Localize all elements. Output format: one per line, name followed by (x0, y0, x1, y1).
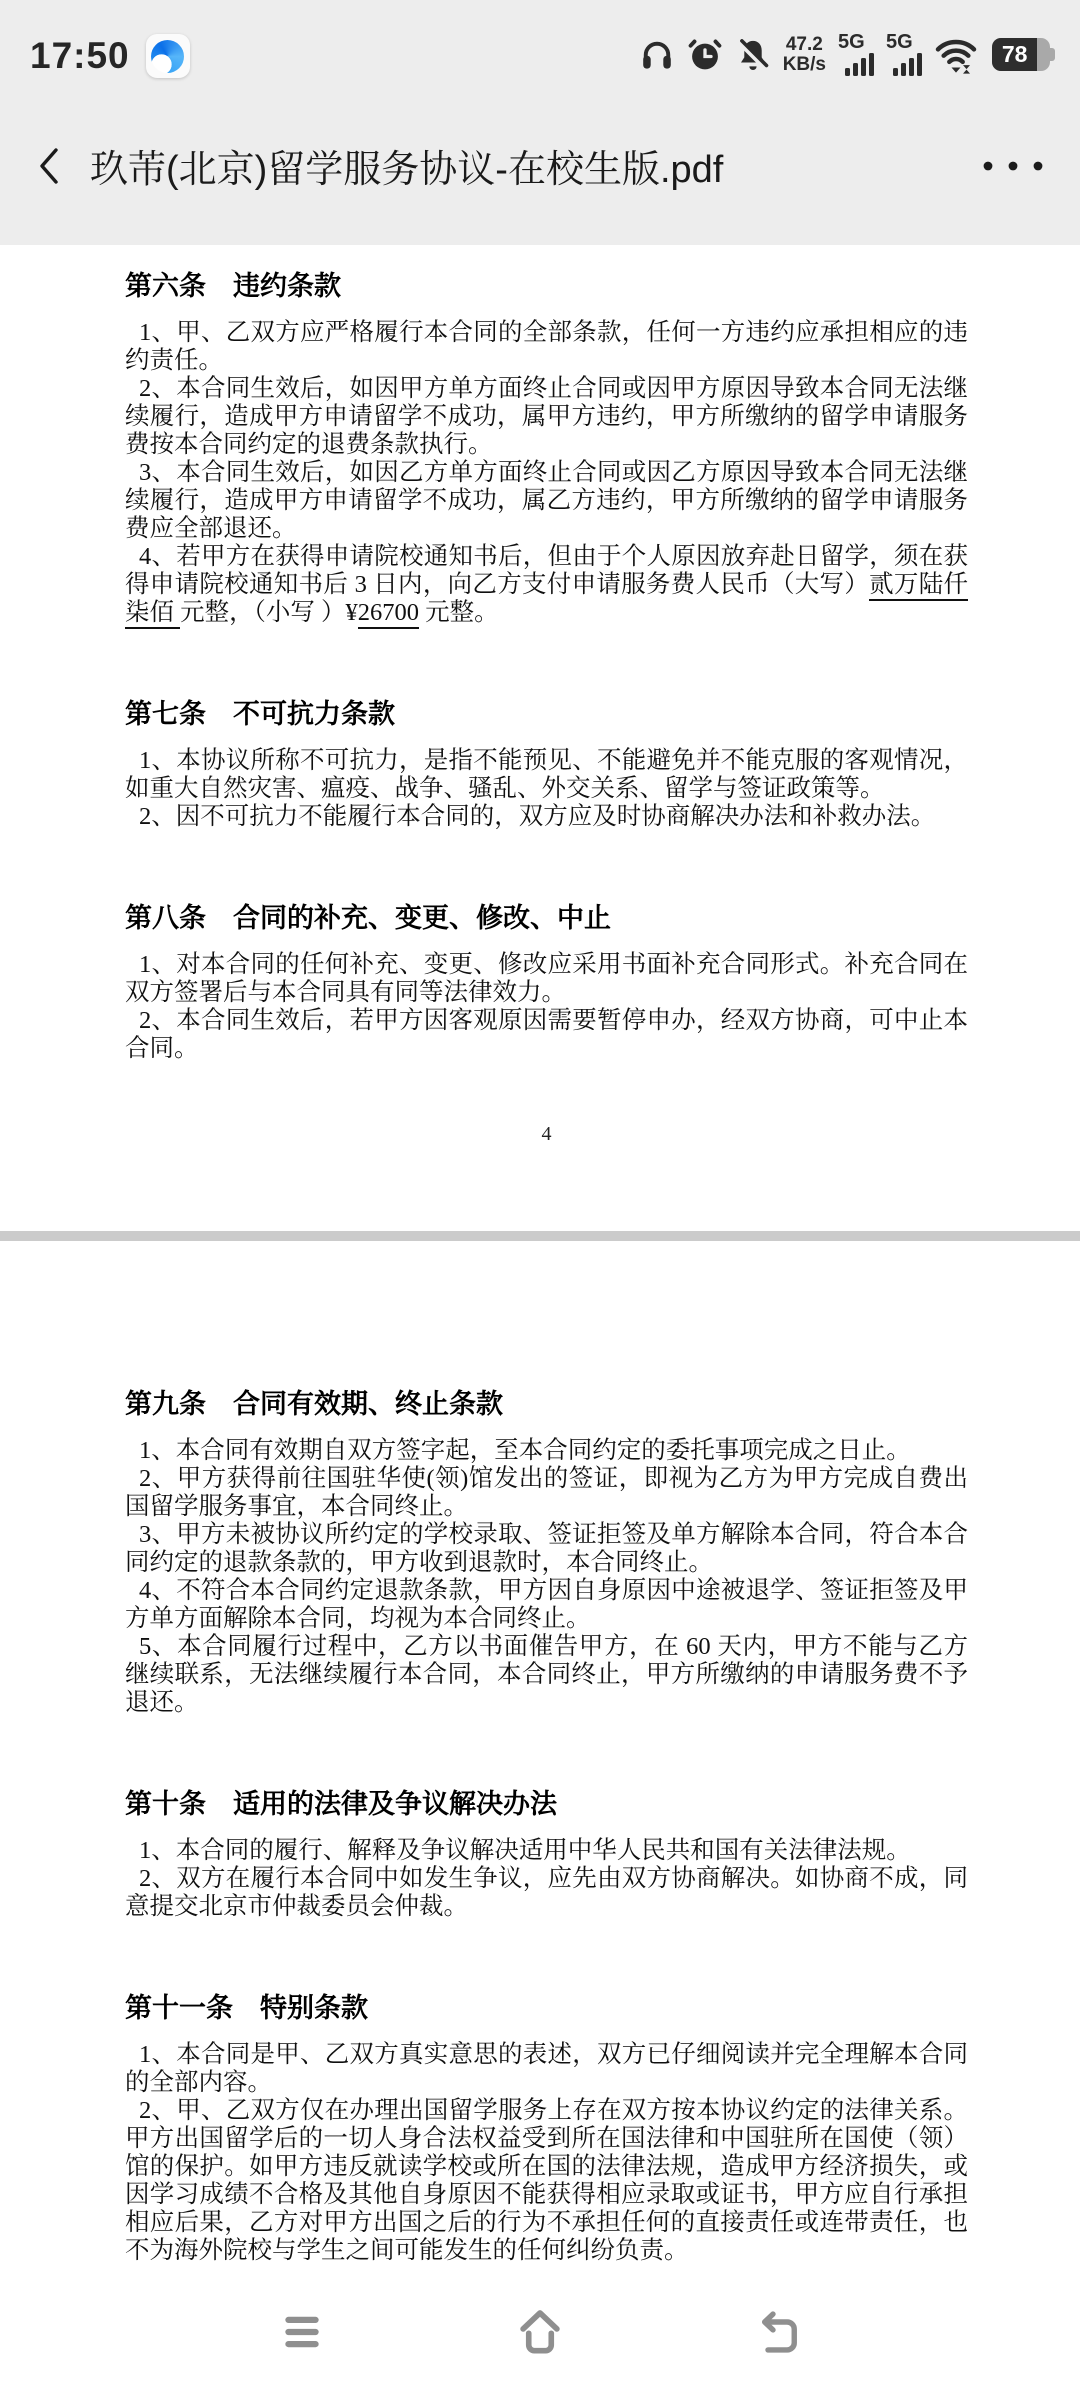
recent-apps-button[interactable] (276, 2306, 328, 2358)
pdf-pages (0, 245, 1080, 2388)
contract-paragraph (125, 375, 968, 459)
contract-paragraph (125, 1633, 968, 1717)
hamburger-icon (277, 2307, 327, 2357)
contract-paragraph (125, 1837, 968, 1865)
text-run: 元整，（小写 ）¥ (180, 599, 358, 626)
page-number: 4 (541, 1123, 552, 1145)
text-run: 2、因不可抗力不能履行本合同的，双方应及时协商解决办法和补救办法。 (139, 803, 936, 830)
top-chrome (0, 0, 1080, 245)
qq-browser-icon (146, 34, 190, 78)
contract-paragraph (125, 1577, 968, 1633)
text-run: 2、甲方获得前往国驻华使(领)馆发出的签证，即视为乙方为甲方完成自费出国留学服务事宜，本合同终止。 (125, 1465, 968, 1520)
text-run: 1、本合同有效期自双方签字起，至本合同约定的委托事项完成之日止。 (139, 1437, 911, 1464)
system-nav-bar (0, 2276, 1080, 2388)
contract-section (125, 269, 968, 627)
text-run: 5、本合同履行过程中，乙方以书面催告甲方，在 60 天内，甲方不能与乙方继续联系，无法继续履行本合同，本合同终止，甲方所缴纳的申请服务费不予退还。 (125, 1633, 968, 1716)
underlined-value: 贰万陆仟柒佰 (125, 571, 968, 629)
contract-paragraph (125, 1865, 968, 1921)
more-menu-button[interactable] (974, 159, 1046, 173)
section-heading: 第六条 违约条款 (125, 271, 341, 301)
text-run: 2、甲、乙双方仅在办理出国留学服务上存在双方按本协议约定的法律关系。甲方出国留学后的一切人身合法权益受到所在国法律和中国驻所在国使（领）馆的保护。如甲方违反就读学校或所在国的法律法规，造成甲方经济损失，或因学习成绩不合格及其他自身原因不能获得相应录取或证书，甲方应自行承担相应后果，乙方对甲方出国之后的行为不承担任何的直接责任或连带责任，也不为海外院校与学生之间可能发生的任何纠纷负责。 (125, 2097, 968, 2264)
text-run: 元整。 (419, 599, 499, 626)
chevron-left-icon (34, 143, 64, 189)
section-heading: 第十条 适用的法律及争议解决办法 (125, 1789, 557, 1819)
battery-percent: 78 (1001, 41, 1028, 67)
back-nav-button[interactable] (752, 2306, 804, 2358)
status-left (30, 34, 190, 86)
contract-paragraph (125, 1465, 968, 1521)
contract-section (125, 1991, 968, 2265)
text-run: 3、本合同生效后，如因乙方单方面终止合同或因乙方原因导致本合同无法继续履行，造成甲方申请留学不成功，属乙方违约，甲方所缴纳的留学申请服务费应全部退还。 (125, 459, 968, 542)
section-heading: 第十一条 特别条款 (125, 1993, 368, 2023)
text-run: 1、本合同的履行、解释及争议解决适用中华人民共和国有关法律法规。 (139, 1837, 911, 1864)
contract-section (125, 1387, 968, 1717)
pdf-viewer[interactable] (0, 245, 1080, 2388)
contract-paragraph (125, 1521, 968, 1577)
back-button[interactable] (34, 143, 64, 189)
pdf-page (0, 1241, 1080, 2388)
text-run: 4、不符合本合同约定退款条款，甲方因自身原因中途被退学、签证拒签及甲方单方面解除本合同，均视为本合同终止。 (125, 1577, 968, 1632)
contract-paragraph (125, 747, 968, 803)
section-heading: 第七条 不可抗力条款 (125, 699, 395, 729)
text-run: 3、甲方未被协议所约定的学校录取、签证拒签及单方解除本合同，符合本合同约定的退款条款的，甲方收到退款时，本合同终止。 (125, 1521, 968, 1576)
home-button[interactable] (514, 2306, 566, 2358)
contract-section (125, 697, 968, 831)
contract-section (125, 901, 968, 1063)
home-icon (514, 2306, 566, 2358)
text-run: 1、甲、乙双方应严格履行本合同的全部条款，任何一方违约应承担相应的违约责任。 (125, 319, 968, 374)
sim2-signal-icon (886, 33, 922, 76)
return-icon (753, 2307, 803, 2357)
text-run: 4、若甲方在获得申请院校通知书后，但由于个人原因放弃赴日留学，须在获得申请院校通知书后 3 日内，向乙方支付申请服务费人民币（大写） (125, 543, 968, 598)
underlined-value: 26700 (358, 599, 419, 629)
text-run: 1、本协议所称不可抗力，是指不能预见、不能避免并不能克服的客观情况，如重大自然灾害、瘟疫、战争、骚乱、外交关系、留学与签证政策等。 (125, 747, 968, 802)
contract-paragraph (125, 543, 968, 627)
document-title: 玖芾(北京)留学服务协议-在校生版.pdf (90, 149, 724, 191)
clock: 17:50 (30, 35, 130, 76)
contract-paragraph (125, 803, 968, 831)
text-run: 1、本合同是甲、乙双方真实意思的表述，双方已仔细阅读并完全理解本合同的全部内容。 (125, 2041, 968, 2096)
mute-bell-icon (735, 37, 771, 73)
network-speed-value: 47.2 (785, 33, 823, 55)
contract-paragraph (125, 1007, 968, 1063)
section-heading: 第九条 合同有效期、终止条款 (125, 1389, 503, 1419)
sim1-signal-icon (838, 33, 874, 76)
status-bar (0, 0, 1080, 86)
contract-paragraph (125, 319, 968, 375)
sim1-network-type: 5G (838, 31, 865, 53)
contract-paragraph (125, 951, 968, 1007)
network-speed-unit: KB/s (782, 53, 826, 75)
page-break (0, 1231, 1080, 1241)
contract-paragraph (125, 2041, 968, 2097)
text-run: 1、对本合同的任何补充、变更、修改应采用书面补充合同形式。补充合同在双方签署后与本合同具有同等法律效力。 (125, 951, 968, 1006)
battery-icon (992, 38, 1050, 71)
text-run: 2、双方在履行本合同中如发生争议，应先由双方协商解决。如协商不成，同意提交北京市仲裁委员会仲裁。 (125, 1865, 968, 1920)
contract-section (125, 1787, 968, 1921)
sim1-signal-bars (845, 52, 874, 76)
section-heading: 第八条 合同的补充、变更、修改、中止 (125, 903, 611, 933)
network-speed (783, 35, 826, 75)
battery-nub (1050, 48, 1055, 61)
text-run: 2、本合同生效后，若甲方因客观原因需要暂停申办，经双方协商，可中止本合同。 (125, 1007, 968, 1062)
contract-paragraph (125, 1437, 968, 1465)
headphones-icon (639, 37, 675, 73)
sim2-signal-bars (893, 52, 922, 76)
browser-globe-glyph (151, 40, 184, 73)
alarm-clock-icon (687, 37, 723, 73)
contract-paragraph (125, 459, 968, 543)
pdf-page (0, 245, 1080, 1231)
text-run: 2、本合同生效后，如因甲方单方面终止合同或因甲方原因导致本合同无法继续履行，造成甲方申请留学不成功，属甲方违约，甲方所缴纳的留学申请服务费按本合同约定的退费条款执行。 (125, 375, 968, 458)
ellipsis-icon (980, 159, 1046, 173)
wifi-icon (934, 35, 978, 75)
sim2-network-type: 5G (886, 31, 913, 53)
status-right (639, 33, 1050, 86)
title-bar (0, 86, 1080, 245)
contract-paragraph (125, 2097, 968, 2265)
